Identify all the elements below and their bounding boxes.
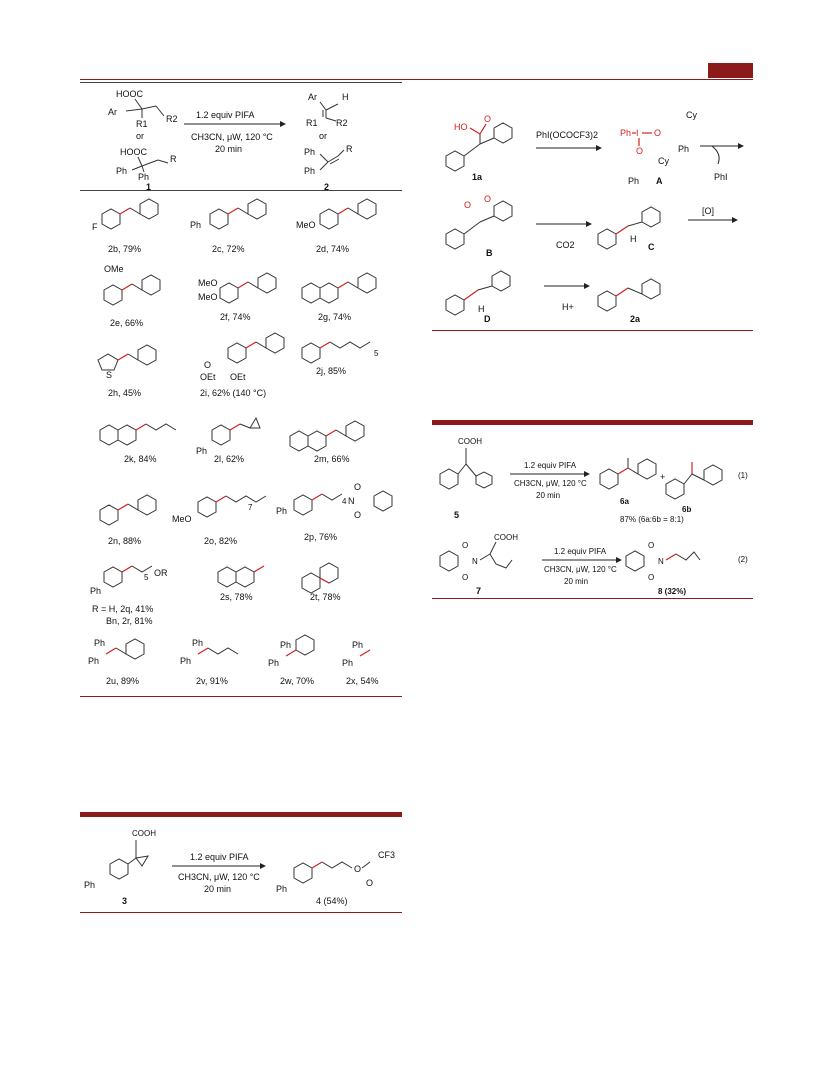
compound-2l [196, 418, 260, 464]
s4-cond6: 20 min [564, 577, 589, 586]
mech-a-ph: Ph [620, 128, 632, 138]
prod-r2-label: R2 [336, 118, 348, 128]
compound-2u [88, 638, 144, 686]
mech-label-b: B [486, 248, 493, 258]
label-2m: 2m, 66% [314, 454, 350, 464]
mechanism-bottom-rule [432, 330, 753, 331]
s4-6a: 6a [620, 497, 629, 506]
scheme4-reactions [432, 428, 753, 596]
atom-meo-2: MeO [198, 292, 218, 302]
smb-ph2-label: Ph [138, 172, 150, 182]
scheme1-top-rule [80, 82, 402, 83]
s4-plus: + [660, 472, 666, 482]
atom-o: O [204, 360, 212, 370]
atom-ome: OMe [104, 264, 124, 274]
s3-prod-ph: Ph [276, 884, 288, 894]
label-2i: 2i, 62% (140 °C) [200, 388, 267, 398]
smb-r-label: R [170, 154, 177, 164]
s3-cond2: CH3CN, μW, 120 °C [178, 872, 260, 882]
s4-eq2: (2) [738, 555, 748, 564]
scheme3-bottom-rule [80, 912, 402, 913]
atom-ph-2u-1: Ph [94, 638, 106, 648]
s4-cond2: CH3CN, μW, 120 °C [514, 479, 587, 488]
mechanism-scheme [432, 84, 753, 330]
label-2q: R = H, 2q, 41% [92, 604, 154, 614]
label-2t: 2t, 78% [310, 592, 341, 602]
mech-d-h: H [478, 304, 485, 314]
sm-hooc-label: HOOC [116, 89, 143, 99]
label-2r: Bn, 2r, 81% [106, 616, 153, 626]
label-2u: 2u, 89% [106, 676, 140, 686]
compound-2v [180, 638, 238, 686]
atom-f: F [92, 222, 98, 232]
label-2p: 2p, 76% [304, 532, 338, 542]
cond-reagent: 1.2 equiv PIFA [196, 110, 255, 120]
compound-2h [98, 345, 156, 398]
mech-a-cy2: Cy [658, 156, 669, 166]
s4-p8: 8 (32%) [658, 587, 687, 596]
scheme3-top-rule [80, 812, 402, 817]
mech-a-cy: Cy [686, 110, 697, 120]
label-2w: 2w, 70% [280, 676, 315, 686]
label-2g: 2g, 74% [318, 312, 352, 322]
atom-ph-2p: Ph [276, 506, 288, 516]
cond-time: 20 min [215, 144, 243, 154]
mech-phi: PhI [714, 172, 728, 182]
mech-o: O [484, 114, 492, 124]
compound-2s [218, 566, 264, 602]
atom-ph-2v-1: Ph [192, 638, 204, 648]
s3-cond1: 1.2 equiv PIFA [190, 852, 249, 862]
s4-cond5: CH3CN, μW, 120 °C [544, 565, 617, 574]
atom-ph-2v-2: Ph [180, 656, 192, 666]
s4-cond3: 20 min [536, 491, 561, 500]
s4-cond1: 1.2 equiv PIFA [524, 461, 577, 470]
sm-number: 1 [146, 182, 152, 192]
s4-num5: 5 [454, 510, 460, 520]
s4-6b: 6b [682, 505, 692, 514]
s3-cf3: CF3 [378, 850, 396, 860]
label-2f: 2f, 74% [220, 312, 251, 322]
sm-or-label: or [136, 131, 145, 141]
atom-s: S [106, 370, 113, 380]
s4-o3: O [648, 541, 655, 550]
atom-oet-1: OEt [200, 372, 216, 382]
header-rule [80, 79, 753, 80]
chain-count-5: 5 [374, 349, 379, 358]
mech-a-i: I [636, 128, 639, 138]
s3-cond3: 20 min [204, 884, 232, 894]
s3-cooh: COOH [132, 829, 156, 838]
compound-2b [92, 199, 158, 254]
smb-hooc-label: HOOC [120, 147, 147, 157]
mech-hplus: H+ [562, 302, 574, 312]
s3-num: 3 [122, 896, 128, 906]
label-2h: 2h, 45% [108, 388, 142, 398]
atom-ph-2x-1: Ph [352, 640, 364, 650]
sm-r2-label: R2 [166, 114, 178, 124]
compound-2p [276, 482, 392, 542]
label-2x: 2x, 54% [346, 676, 379, 686]
atom-meo: MeO [296, 220, 316, 230]
mech-reagent: PhI(OCOCF3)2 [536, 130, 599, 140]
mech-label-1a: 1a [472, 172, 483, 182]
compound-2m [290, 421, 364, 464]
mech-ho: HO [454, 122, 468, 132]
atom-ph-2w-2: Ph [268, 658, 280, 668]
atom-ph-2q: Ph [90, 586, 102, 596]
chain-count-5-2q: 5 [144, 573, 149, 582]
mech-label-c: C [648, 242, 655, 252]
s4-ratio: 87% (6a:6b = 8:1) [620, 515, 684, 524]
mech-ox: [O] [702, 206, 715, 216]
mech-a-ph2: Ph [678, 144, 690, 154]
chain-count-4: 4 [342, 497, 347, 506]
mech-a-ph3: Ph [628, 176, 640, 186]
substrate-scope [80, 192, 402, 692]
label-2o: 2o, 82% [204, 536, 238, 546]
mech-label-a: A [656, 176, 663, 186]
atom-oet-2: OEt [230, 372, 246, 382]
scheme3-reaction [80, 820, 402, 910]
prod-or-label: or [319, 131, 328, 141]
mech-c-h: H [630, 234, 637, 244]
atom-ph: Ph [190, 220, 202, 230]
compound-2q-2r [90, 566, 168, 626]
s4-o4: O [648, 573, 655, 582]
prod-ar-label: Ar [308, 92, 317, 102]
atom-meo-2o: MeO [172, 514, 192, 524]
compound-2o [172, 496, 266, 546]
atom-ph-2x-2: Ph [342, 658, 354, 668]
s3-o2: O [366, 878, 374, 888]
label-2s: 2s, 78% [220, 592, 253, 602]
atom-or: OR [154, 568, 168, 578]
prodb-ph1-label: Ph [304, 147, 316, 157]
scheme1-mid-rule [80, 190, 402, 191]
mech-co2: CO2 [556, 240, 575, 250]
atom-n: N [348, 496, 355, 506]
prod-number: 2 [324, 182, 330, 192]
prod-r1-label: R1 [306, 118, 318, 128]
compound-2g [302, 273, 376, 322]
compound-2n [100, 495, 156, 546]
prodb-r-label: R [346, 144, 353, 154]
compound-2x [342, 640, 379, 686]
sm-r1-label: R1 [136, 119, 148, 129]
s4-acid: COOH [458, 437, 482, 446]
s4-n2: N [658, 557, 664, 566]
mech-b-o2: O [484, 194, 492, 204]
label-2d: 2d, 74% [316, 244, 350, 254]
compound-2t [302, 563, 341, 602]
label-2e: 2e, 66% [110, 318, 144, 328]
atom-ph-2w-1: Ph [280, 640, 292, 650]
prod-h-label: H [342, 92, 349, 102]
s3-o: O [354, 864, 362, 874]
s4-eq1: (1) [738, 471, 748, 480]
label-2j: 2j, 85% [316, 366, 347, 376]
label-2k: 2k, 84% [124, 454, 157, 464]
s4-o2: O [462, 573, 469, 582]
cond-solvent: CH3CN, μW, 120 °C [191, 132, 273, 142]
label-2l: 2l, 62% [214, 454, 245, 464]
atom-meo-1: MeO [198, 278, 218, 288]
scheme4-top-rule [432, 420, 753, 425]
compound-2c [190, 199, 266, 254]
mech-a-o2: O [636, 146, 644, 156]
atom-ph-2l: Ph [196, 446, 208, 456]
page-tab [708, 63, 753, 78]
s4-n: N [472, 557, 478, 566]
label-2b: 2b, 79% [108, 244, 142, 254]
atom-o-bottom: O [354, 510, 362, 520]
s4-o1: O [462, 541, 469, 550]
compound-2k [100, 424, 176, 464]
scheme4-bottom-rule [432, 598, 753, 599]
prodb-ph2-label: Ph [304, 166, 316, 176]
smb-ph1-label: Ph [116, 166, 128, 176]
compound-2f [198, 273, 276, 322]
s3-ph: Ph [84, 880, 96, 890]
s4-acid2: COOH [494, 533, 518, 542]
s4-cond4: 1.2 equiv PIFA [554, 547, 607, 556]
s4-num7: 7 [476, 586, 482, 596]
compound-2w [268, 635, 314, 686]
mech-b-o: O [464, 200, 472, 210]
chain-count-7: 7 [248, 503, 253, 512]
compound-2d [296, 199, 376, 254]
mech-label-2a: 2a [630, 314, 641, 324]
scheme1-bottom-rule [80, 696, 402, 697]
sm-ar-label: Ar [108, 107, 117, 117]
mech-label-d: D [484, 314, 491, 324]
mech-a-o: O [654, 128, 662, 138]
s3-prod-label: 4 (54%) [316, 896, 348, 906]
compound-2e [104, 264, 160, 328]
label-2v: 2v, 91% [196, 676, 228, 686]
label-2c: 2c, 72% [212, 244, 245, 254]
compound-2j [302, 342, 379, 376]
atom-o-top: O [354, 482, 362, 492]
atom-ph-2u-2: Ph [88, 656, 100, 666]
compound-2i [200, 333, 284, 398]
scheme1-general-reaction [80, 84, 402, 190]
label-2n: 2n, 88% [108, 536, 142, 546]
